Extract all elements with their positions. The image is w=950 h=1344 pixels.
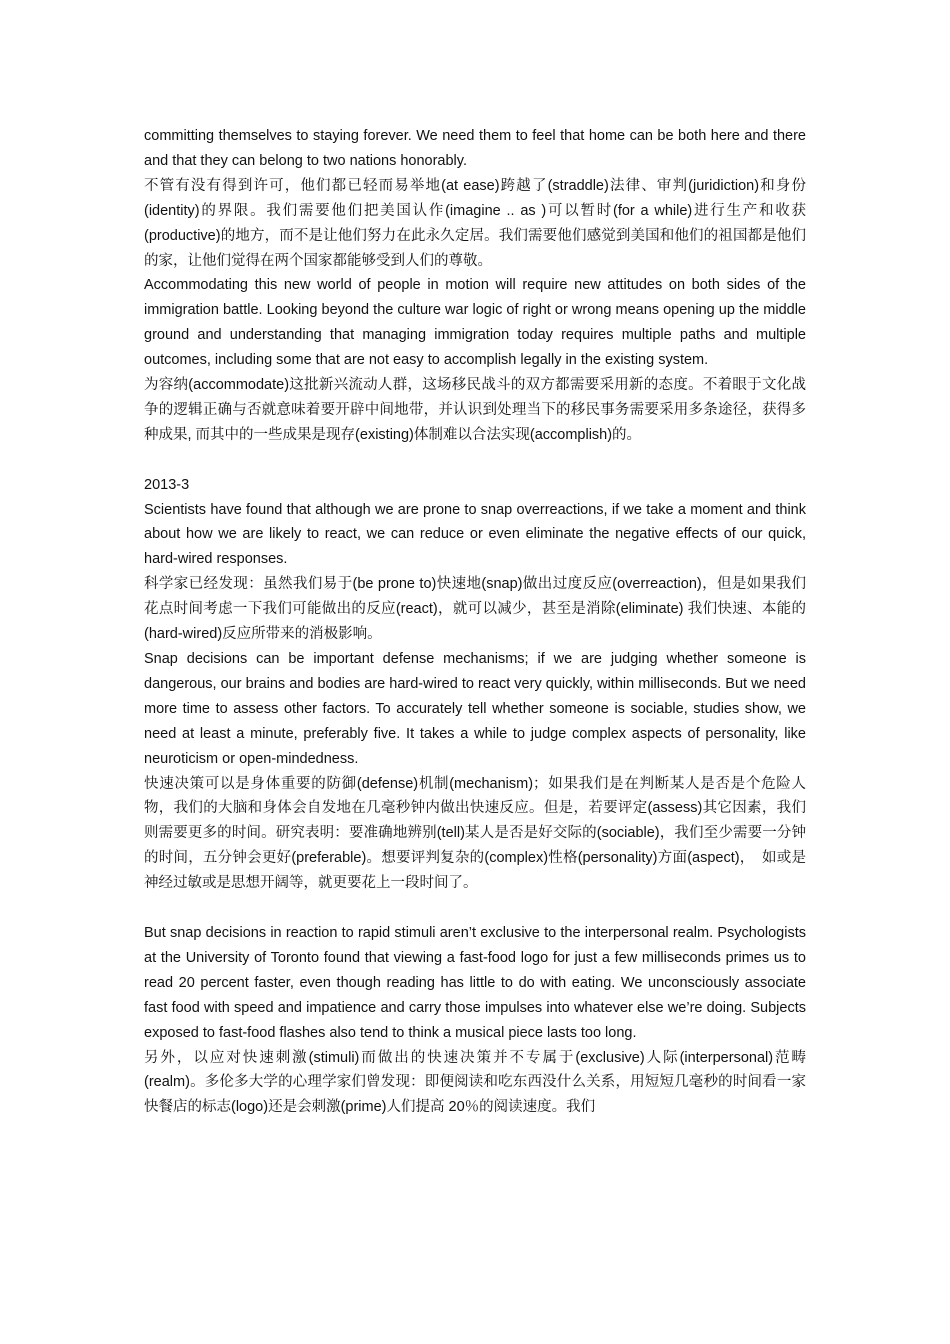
blank-line xyxy=(144,896,806,921)
chinese-paragraph: 快速决策可以是身体重要的防御(defense)机制(mechanism)；如果我们是在判断某人是否是个危险人物，我们的大脑和身体会自发地在几毫秒钟内做出快速反应。但是，若要评定(assess)其它因素，我们则需要更多的时间。研究表明：要准确地辨别(tell)某人是否是好交际的(sociable)，我们至少需要一分钟的时间，五分钟会更好(preferable)。想要评判复杂的(complex)性格(personality)方面(aspect)， 如或是神经过敏或是思想开阔等，就更要花上一段时间了。 xyxy=(144,775,806,892)
chinese-paragraph: 为容纳(accommodate)这批新兴流动人群，这场移民战斗的双方都需要采用新的态度。不着眼于文化战争的逻辑正确与否就意味着要开辟中间地带，并认识到处理当下的移民事务需要采用多条途径，获得多种成果, 而其中的一些成果是现存(existing)体制难以合法实现(accomplish)的。 xyxy=(144,377,806,443)
english-paragraph: Snap decisions can be important defense mechanisms; if we are judging whether someone is dangerous, our brains and bodies are hard-wired to react very quickly, within milliseconds. But we need more time to assess other factors. To accurately tell whether someone is sociable, studies show, we need at least a minute, preferably five. It takes a while to judge complex aspects of personality, like neuroticism or open-mindedness. xyxy=(144,651,806,767)
english-paragraph: Accommodating this new world of people in motion will require new attitudes on both sides of the immigration battle. Looking beyond the culture war logic of right or wrong means opening up the middle ground and understanding that managing immigration today requires multiple paths and multiple outcomes, including some that are not easy to accomplish legally in the existing system. xyxy=(144,277,806,369)
chinese-paragraph: 另外，以应对快速刺激(stimuli)而做出的快速决策并不专属于(exclusive)人际(interpersonal)范畴(realm)。多伦多大学的心理学家们曾发现：即便阅读和吃东西没什么关系，用短短几毫秒的时间看一家快餐店的标志(logo)还是会刺激(prime)人们提高 20％的阅读速度。我们 xyxy=(144,1049,806,1116)
document-page xyxy=(144,124,806,1120)
section-heading: 2013-3 xyxy=(144,476,190,493)
english-paragraph: But snap decisions in reaction to rapid stimuli aren’t exclusive to the interpersonal realm. Psychologists at the University of Toronto found that viewing a fast-food logo for just a few milliseconds primes us to read 20 percent faster, even though reading has little to do with eating. We unconsciously associate fast food with speed and impatience and carry those impulses into whatever else we’re doing. Subjects exposed to fast-food flashes also tend to think a musical piece lasts too long. xyxy=(144,924,806,1041)
blank-line xyxy=(144,448,806,473)
english-paragraph: Scientists have found that although we are prone to snap overreactions, if we take a moment and think about how we are likely to react, we can reduce or even eliminate the negative effects of our quick, hard-wired responses. xyxy=(144,501,806,568)
chinese-paragraph: 科学家已经发现：虽然我们易于(be prone to)快速地(snap)做出过度反应(overreaction)，但是如果我们花点时间考虑一下我们可能做出的反应(react)，就可以减少，甚至是消除(eliminate) 我们快速、本能的(hard-wired)反应所带来的消极影响。 xyxy=(144,576,806,643)
english-paragraph: committing themselves to staying forever. We need them to feel that home can be both here and there and that they can belong to two nations honorably. xyxy=(144,128,806,169)
chinese-paragraph: 不管有没有得到许可，他们都已轻而易举地(at ease)跨越了(straddle)法律、审判(juridiction)和身份(identity)的界限。我们需要他们把美国认作(imagine .. as )可以暂时(for a while)进行生产和收获(productive)的地方，而不是让他们努力在此永久定居。我们需要他们感觉到美国和他们的祖国都是他们的家，让他们觉得在两个国家都能够受到人们的尊敬。 xyxy=(144,177,806,269)
